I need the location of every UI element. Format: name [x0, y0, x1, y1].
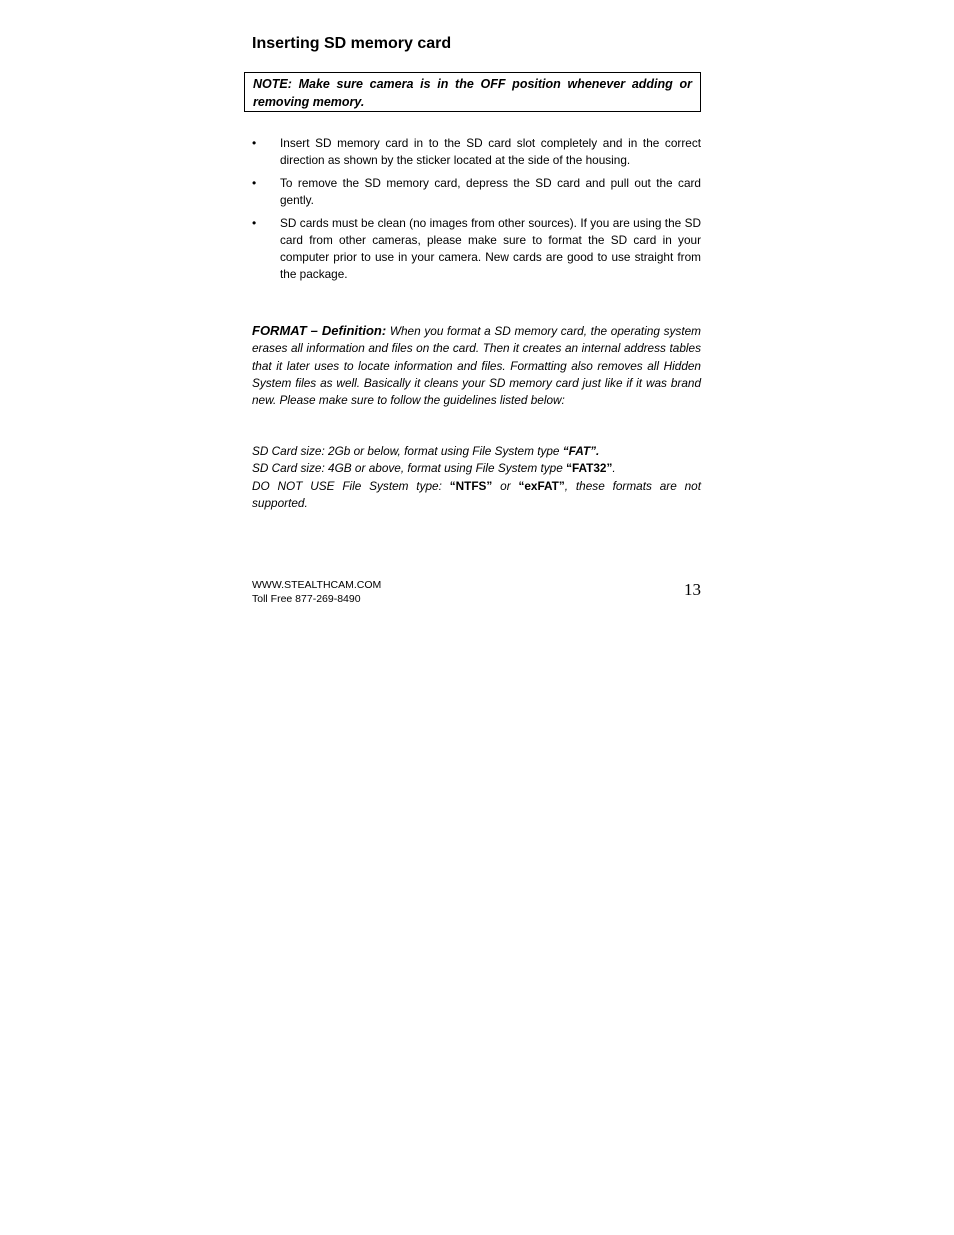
format-term: FORMAT – Definition:	[252, 323, 387, 338]
guideline-text: SD Card size: 4GB or above, format using File System type	[252, 461, 567, 476]
guideline-text: SD Card size: 2Gb or below, format using File System type	[252, 444, 563, 458]
bullet-icon: •	[252, 175, 257, 190]
bullet-icon: •	[252, 136, 257, 150]
format-definition	[252, 322, 701, 409]
guideline-line	[252, 478, 701, 513]
guideline-text: or	[492, 478, 519, 493]
file-system-type: “FAT”.	[562, 444, 600, 458]
list-item	[252, 175, 701, 209]
footer-contact	[252, 579, 381, 606]
guideline-line	[252, 460, 701, 477]
guideline-text: .	[612, 461, 616, 476]
footer-phone: Toll Free 877-269-8490	[252, 592, 361, 605]
list-item	[252, 215, 701, 284]
list-item-text: Insert SD memory card in to the SD card slot completely and in the correct direction as shown by the sticker located at the side of the housing.	[280, 136, 701, 168]
instruction-list	[252, 135, 701, 289]
guideline-text: DO NOT USE File System type:	[252, 478, 450, 493]
bullet-icon: •	[252, 215, 257, 230]
page-title: Inserting SD memory card	[252, 35, 452, 52]
list-item-text: SD cards must be clean (no images from other sources). If you are using the SD card from other cameras, please make sure to format the SD card in your computer prior to use in your camera. New cards are good to use straight from the package.	[280, 215, 701, 282]
footer-website: WWW.STEALTHCAM.COM	[252, 579, 382, 591]
guideline-text: , these formats are not supported.	[252, 478, 702, 510]
file-system-type: “NTFS”	[449, 478, 493, 493]
page-number: 13	[684, 580, 701, 599]
note-box: NOTE: Make sure camera is in the OFF position whenever adding or removing memory.	[244, 72, 701, 112]
file-system-type: “FAT32”	[566, 461, 613, 476]
file-system-type: “exFAT”	[518, 478, 565, 493]
list-item	[252, 135, 701, 169]
format-body: When you format a SD memory card, the operating system erases all information and files on the card. Then it creates an internal address tables that it later uses to locate information and files. Formatting also removes all Hidden System files as well. Basically it cleans your SD memory card just like if it was brand new. Please make sure to follow the guidelines listed below:	[252, 324, 702, 408]
format-guidelines	[252, 443, 701, 512]
list-item-text: To remove the SD memory card, depress the SD card and pull out the card gently.	[280, 175, 701, 208]
guideline-line	[252, 443, 701, 460]
